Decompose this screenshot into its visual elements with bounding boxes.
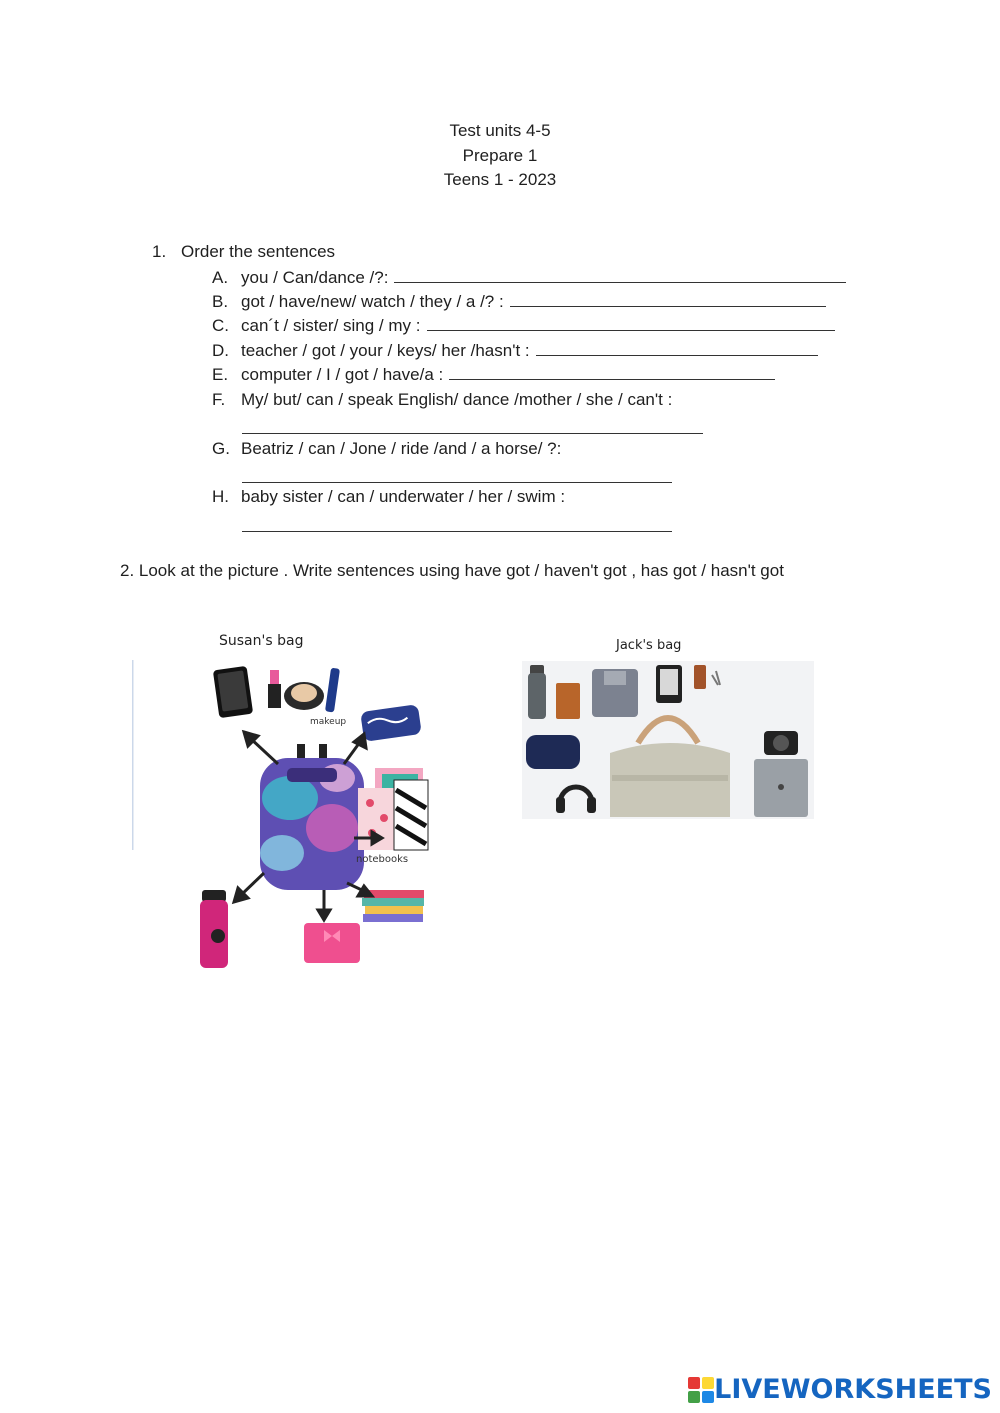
header-class: Teens 1 - 2023 (443, 170, 557, 189)
question-item-h (212, 487, 565, 507)
answer-blank-h[interactable] (242, 515, 672, 532)
question-item-g (212, 439, 561, 459)
jacks-bag-illustration (520, 635, 815, 820)
question-1-text: Order the sentences (181, 242, 336, 261)
question-item-b (212, 292, 826, 312)
item-text: can´t / sister/ sing / my : (241, 316, 421, 335)
answer-blank-g[interactable] (242, 466, 672, 483)
question-1-number: 1. (152, 242, 167, 261)
makeup-compact-icon (284, 682, 324, 710)
item-letter: A. (212, 268, 229, 287)
worksheet-header (0, 119, 1000, 193)
item-letter: C. (212, 316, 229, 335)
question-1-title (152, 242, 335, 262)
phone-icon (694, 665, 706, 689)
phone-icon (213, 666, 253, 718)
question-item-e (212, 365, 775, 385)
water-bottle-icon (528, 665, 546, 719)
question-2-title: 2. Look at the picture . Write sentences using have got / haven't got , has got / hasn't got (120, 561, 784, 580)
item-text: you / Can/dance /?: (241, 268, 389, 287)
answer-blank-c[interactable] (427, 316, 835, 331)
water-bottle-icon (200, 890, 228, 968)
question-item-d (212, 341, 818, 361)
toiletry-bag-icon (526, 735, 580, 769)
question-item-c (212, 316, 835, 336)
mascara-icon (325, 668, 340, 713)
item-letter: G. (212, 439, 230, 458)
susans-bag-picture (132, 628, 452, 973)
item-letter: E. (212, 365, 229, 384)
item-text: Beatriz / can / Jone / ride /and / a horse/ ?: (241, 439, 562, 458)
item-letter: F. (212, 390, 226, 409)
item-letter: B. (212, 292, 229, 311)
item-text: teacher / got / your / keys/ her /hasn't : (241, 341, 530, 360)
item-text: got / have/new/ watch / they / a /? : (241, 292, 504, 311)
laptop-icon (754, 759, 808, 817)
backpack-icon (260, 744, 364, 890)
lipstick-icon (268, 670, 281, 708)
liveworksheets-logo (688, 1374, 992, 1405)
header-title: Test units 4-5 (449, 121, 551, 140)
pencil-case-icon (360, 704, 422, 742)
header-subtitle: Prepare 1 (462, 145, 538, 165)
camera-icon (764, 731, 798, 755)
wallet-icon (304, 923, 360, 963)
notebook-icon (556, 683, 580, 719)
notebooks-label: notebooks (356, 854, 409, 865)
answer-blank-e[interactable] (449, 365, 775, 380)
answer-blank-d[interactable] (536, 341, 818, 356)
question-item-f (212, 390, 672, 410)
question-item-a (212, 268, 846, 288)
item-letter: D. (212, 341, 229, 360)
item-text: computer / I / got / have/a : (241, 365, 444, 384)
item-text: baby sister / can / underwater / her / swim : (241, 487, 566, 506)
jacks-bag-picture (520, 635, 815, 820)
ereader-icon (656, 665, 682, 703)
answer-blank-b[interactable] (510, 292, 826, 307)
makeup-label: makeup (310, 717, 347, 727)
susans-bag-caption: Susan's bag (219, 633, 304, 649)
shirt-icon (592, 669, 638, 717)
answer-blank-f[interactable] (242, 417, 703, 434)
answer-blank-a[interactable] (394, 268, 846, 283)
liveworksheets-logo-icon (688, 1377, 714, 1403)
item-text: My/ but/ can / speak English/ dance /mother / she / can't : (241, 390, 673, 409)
item-letter: H. (212, 487, 229, 506)
liveworksheets-logo-text: LIVEWORKSHEETS (714, 1374, 992, 1405)
jacks-bag-caption: Jack's bag (616, 638, 682, 653)
susans-bag-illustration (132, 628, 452, 973)
